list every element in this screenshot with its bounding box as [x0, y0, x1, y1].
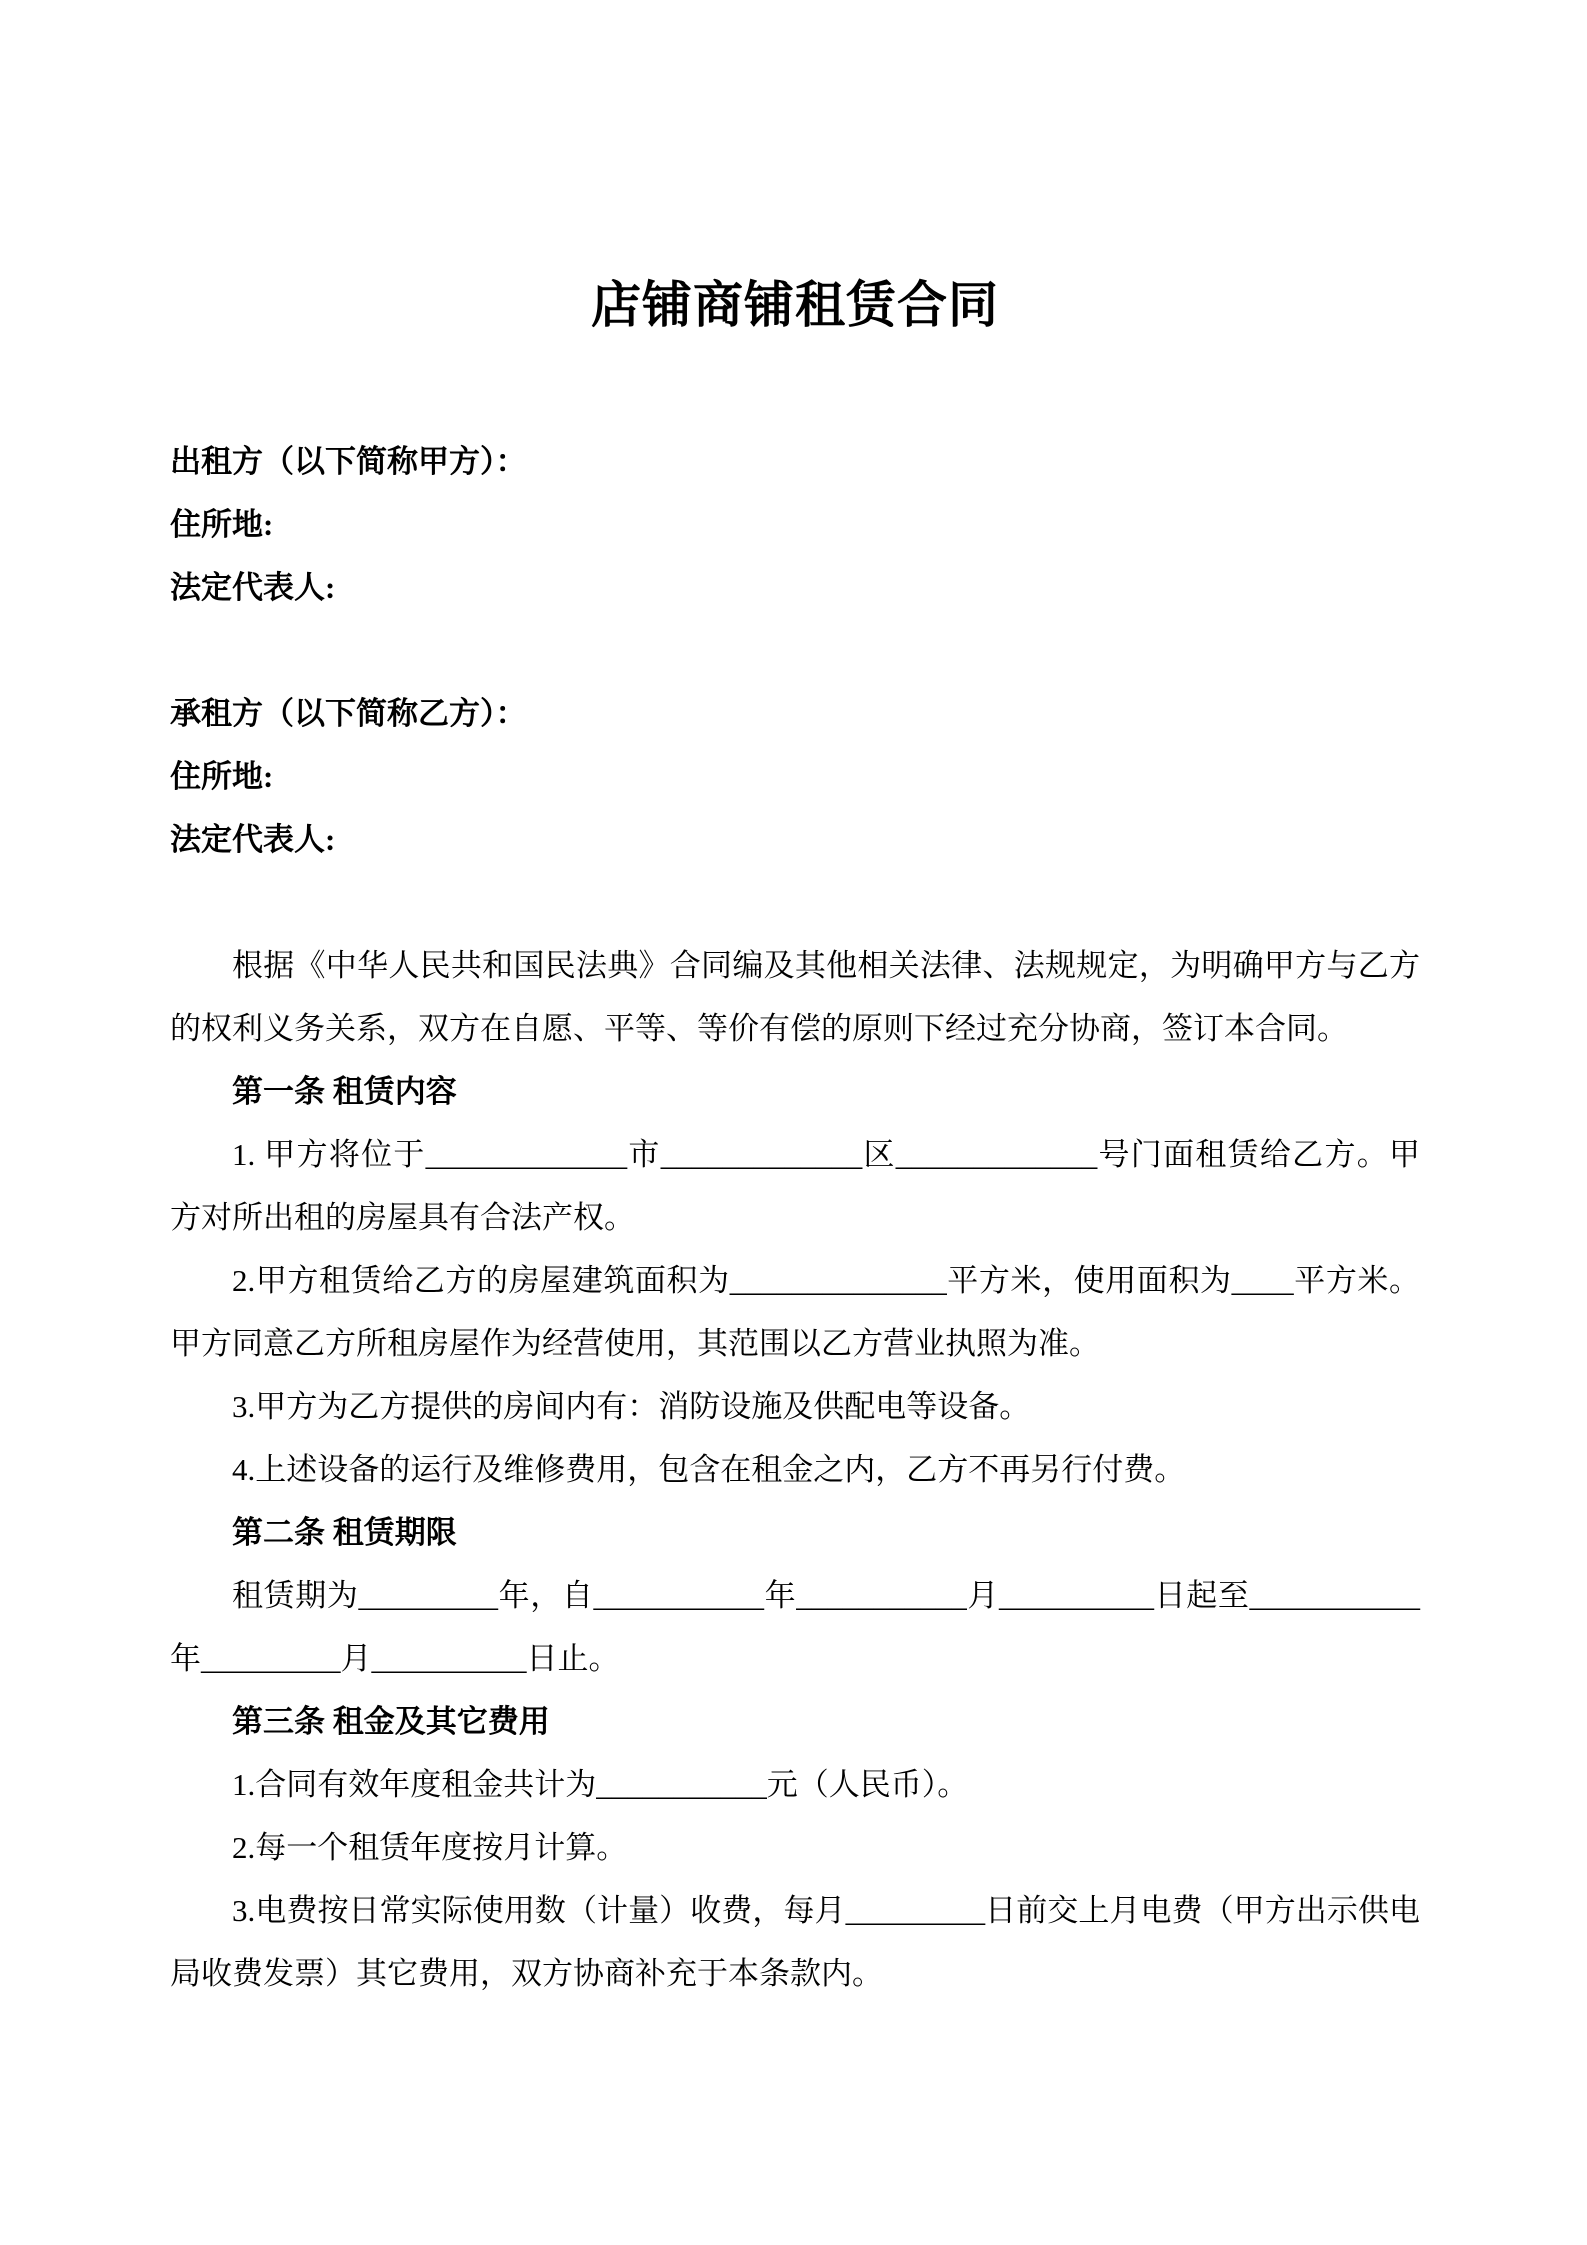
lessor-party-line: 出租方（以下简称甲方）： [170, 444, 527, 479]
document-title: 店铺商铺租赁合同 [591, 277, 999, 333]
lessee-block [170, 682, 1420, 871]
lessee-party-line: 承租方（以下简称乙方）： [170, 696, 527, 731]
article-2-heading: 第二条 租赁期限 [232, 1515, 457, 1550]
article-3-item-2: 2.每一个租赁年度按月计算。 [232, 1830, 628, 1865]
article-3-heading: 第三条 租金及其它费用 [232, 1704, 550, 1739]
article-1-item-3: 3.甲方为乙方提供的房间内有：消防设施及供配电等设备。 [232, 1389, 1031, 1424]
article-3-item-1: 1.合同有效年度租金共计为___________元（人民币）。 [232, 1767, 969, 1802]
lessor-address-line: 住所地: [170, 507, 274, 542]
article-1-item-2: 2.甲方租赁给乙方的房屋建筑面积为______________平方米，使用面积为____平方米。甲方同意乙方所租房屋作为经营使用，其范围以乙方营业执照为准。 [170, 1263, 1420, 1361]
lessor-legal-rep-line: 法定代表人: [170, 570, 336, 605]
article-1-item-1: 1. 甲方将位于_____________市_____________区_____________号门面租赁给乙方。甲方对所出租的房屋具有合法产权。 [170, 1137, 1420, 1235]
article-2-item-1: 租赁期为_________年，自___________年___________月__________日起至___________年_________月__________日止。 [170, 1578, 1420, 1676]
article-3 [170, 1690, 1420, 2005]
lessee-legal-rep-line: 法定代表人: [170, 822, 336, 857]
preamble-paragraph: 根据《中华人民共和国民法典》合同编及其他相关法律、法规规定，为明确甲方与乙方的权利义务关系，双方在自愿、平等、等价有偿的原则下经过充分协商，签订本合同。 [170, 948, 1420, 1046]
article-1-item-4: 4.上述设备的运行及维修费用，包含在租金之内，乙方不再另行付费。 [232, 1452, 1186, 1487]
lessor-block [170, 430, 1420, 619]
article-3-item-3: 3.电费按日常实际使用数（计量）收费，每月_________日前交上月电费（甲方出示供电局收费发票）其它费用，双方协商补充于本条款内。 [170, 1893, 1420, 1991]
lessee-address-line: 住所地: [170, 759, 274, 794]
article-1 [170, 1060, 1420, 1501]
article-1-heading: 第一条 租赁内容 [232, 1074, 457, 1109]
article-2 [170, 1501, 1420, 1690]
